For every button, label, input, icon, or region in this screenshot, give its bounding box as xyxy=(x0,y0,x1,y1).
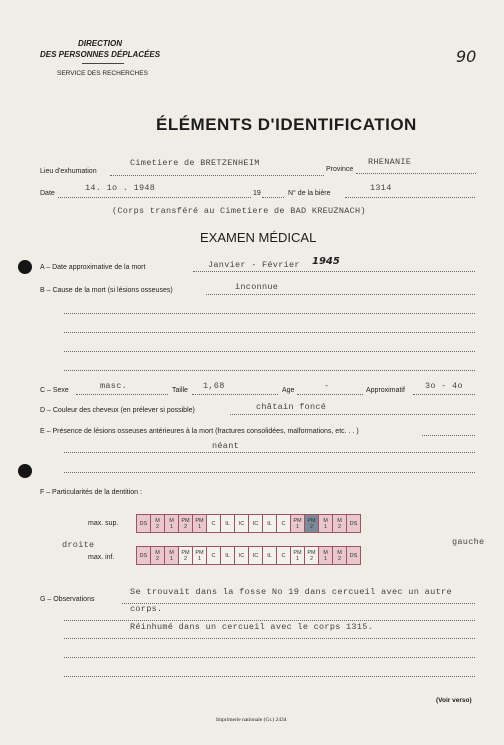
province-dots xyxy=(356,173,476,174)
upper-tooth-cell xyxy=(305,515,319,533)
lower-tooth-cell xyxy=(221,547,235,565)
section-g-dots-4 xyxy=(64,657,475,658)
tooth-code: IL xyxy=(267,552,272,559)
section-g-dots-1 xyxy=(122,603,475,604)
tooth-number: 2 xyxy=(337,523,342,530)
tooth-code: IL xyxy=(225,552,230,559)
section-b-value: inconnue xyxy=(235,282,279,292)
year-dots xyxy=(262,197,284,198)
section-a-label: A – Date approximative de la mort xyxy=(40,264,146,271)
section-b-line-2 xyxy=(64,313,475,314)
tooth-code: M xyxy=(155,549,160,556)
tooth-code: IL xyxy=(225,520,230,527)
tooth-code: M xyxy=(337,517,342,524)
tooth-code: PM xyxy=(195,517,204,524)
tooth-number: 2 xyxy=(183,523,188,530)
upper-tooth-cell xyxy=(263,515,277,533)
date-label: Date xyxy=(40,190,55,197)
tooth-code: M xyxy=(337,549,342,556)
lower-tooth-cell xyxy=(263,547,277,565)
section-e-dots xyxy=(422,435,475,436)
section-e-label: E – Présence de lésions osseuses antérieures à la mort (fractures consolidées, malformations, etc. . . ) xyxy=(40,428,359,435)
tooth-number: 1 xyxy=(169,523,174,530)
section-b-label: B – Cause de la mort (si lésions osseuses) xyxy=(40,287,173,294)
upper-tooth-cell xyxy=(179,515,193,533)
tooth-number: 2 xyxy=(183,555,188,562)
section-d-dots xyxy=(230,414,475,415)
section-a-value: Janvier - Février xyxy=(208,260,300,270)
section-d-label: D – Couleur des cheveux (en prélever si possible) xyxy=(40,407,195,414)
tooth-code: M xyxy=(169,517,174,524)
max-inf-label: max. inf. xyxy=(88,554,115,561)
lower-tooth-cell xyxy=(151,547,165,565)
lower-tooth-cell xyxy=(319,547,333,565)
section-e-value: néant xyxy=(212,441,240,451)
biere-value: 1314 xyxy=(370,183,392,193)
tooth-code: PM xyxy=(307,517,316,524)
tooth-code: DS xyxy=(139,552,148,559)
lower-tooth-cell xyxy=(235,547,249,565)
tooth-code: M xyxy=(169,549,174,556)
tooth-code: IC xyxy=(238,520,245,527)
transfer-note: (Corps transféré au Cimetiere de BAD KREUZNACH) xyxy=(112,206,366,216)
lower-tooth-cell xyxy=(305,547,319,565)
tooth-number: 1 xyxy=(197,555,202,562)
upper-tooth-cell xyxy=(277,515,291,533)
tooth-code: C xyxy=(281,520,286,527)
tooth-number: 2 xyxy=(155,555,160,562)
tooth-code: PM xyxy=(307,549,316,556)
tooth-number: 2 xyxy=(309,555,314,562)
page-number: 90 xyxy=(456,47,477,66)
tooth-code: DS xyxy=(349,552,358,559)
tooth-code: M xyxy=(155,517,160,524)
tooth-number: 2 xyxy=(337,555,342,562)
tooth-code: M xyxy=(323,517,328,524)
section-g-dots-5 xyxy=(64,676,475,677)
section-c-approx-value: 3o - 4o xyxy=(425,381,463,391)
punch-hole-top xyxy=(18,260,32,274)
tooth-code: IC xyxy=(238,552,245,559)
tooth-number: 1 xyxy=(295,555,300,562)
org-line-2: DES PERSONNES DÉPLACÉES xyxy=(40,50,161,59)
date-dots xyxy=(58,197,251,198)
lieu-label: Lieu d'exhumation xyxy=(40,168,97,175)
section-b-line-4 xyxy=(64,351,475,352)
tooth-number: 1 xyxy=(323,523,328,530)
org-line-1: DIRECTION xyxy=(78,39,122,48)
section-b-line-5 xyxy=(64,370,475,371)
section-g-line-1: Se trouvait dans la fosse No 19 dans cercueil avec un autre xyxy=(130,587,452,597)
form-title: ÉLÉMENTS D'IDENTIFICATION xyxy=(156,115,417,134)
upper-tooth-cell xyxy=(137,515,151,533)
tooth-code: PM xyxy=(293,517,302,524)
upper-tooth-cell xyxy=(221,515,235,533)
lower-tooth-cell xyxy=(249,547,263,565)
upper-tooth-cell xyxy=(193,515,207,533)
lower-tooth-cell xyxy=(291,547,305,565)
year-suffix: 19 xyxy=(253,190,261,197)
section-g-line-2: corps. xyxy=(130,604,163,614)
upper-tooth-cell xyxy=(207,515,221,533)
tooth-number: 1 xyxy=(197,523,202,530)
section-g-dots-3 xyxy=(64,638,475,639)
section-e-line-3 xyxy=(64,472,475,473)
imprimerie-line: Imprimerie nationale (Gr.) 2434 xyxy=(216,717,287,723)
section-c-taille-label: Taille xyxy=(172,387,188,394)
lower-tooth-cell xyxy=(179,547,193,565)
punch-hole-bottom xyxy=(18,464,32,478)
section-c-sexe-label: C – Sexe xyxy=(40,387,69,394)
tooth-number: 2 xyxy=(155,523,160,530)
lieu-dots xyxy=(110,175,324,176)
lower-tooth-cell xyxy=(347,547,361,565)
lower-tooth-cell xyxy=(207,547,221,565)
lower-tooth-cell xyxy=(193,547,207,565)
header-divider xyxy=(82,63,124,64)
section-c-sexe-dots xyxy=(76,394,168,395)
section-e-line-2 xyxy=(64,452,475,453)
section-g-label: G – Observations xyxy=(40,596,95,603)
upper-tooth-cell xyxy=(165,515,179,533)
biere-dots xyxy=(345,197,475,198)
section-f-label: F – Particularités de la dentition : xyxy=(40,489,142,496)
lower-tooth-cell xyxy=(137,547,151,565)
upper-tooth-cell xyxy=(347,515,361,533)
province-label: Province xyxy=(326,166,354,173)
section-g-line-3: Réinhumé dans un cercueil avec le corps 1315. xyxy=(130,622,374,632)
upper-tooth-cell xyxy=(319,515,333,533)
tooth-code: DS xyxy=(139,520,148,527)
tooth-code: C xyxy=(281,552,286,559)
tooth-code: PM xyxy=(181,517,190,524)
upper-tooth-cell xyxy=(235,515,249,533)
lieu-value: Cimetiere de BRETZENHEIM xyxy=(130,158,260,168)
tooth-code: PM xyxy=(181,549,190,556)
tooth-number: 1 xyxy=(323,555,328,562)
section-c-age-dots xyxy=(297,394,363,395)
date-value: 14. 1o . 1948 xyxy=(85,183,156,193)
voir-verso: (Voir verso) xyxy=(436,697,472,704)
province-value: RHENANIE xyxy=(368,157,412,167)
tooth-number: 1 xyxy=(169,555,174,562)
lower-tooth-cell xyxy=(333,547,347,565)
service-line: SERVICE DES RECHERCHES xyxy=(57,70,148,77)
section-c-approx-dots xyxy=(413,394,475,395)
section-c-sexe-value: masc. xyxy=(100,381,128,391)
section-c-taille-value: 1,68 xyxy=(203,381,225,391)
lower-teeth-grid xyxy=(136,546,361,565)
lower-tooth-cell xyxy=(277,547,291,565)
tooth-code: IC xyxy=(252,520,259,527)
lower-tooth-cell xyxy=(165,547,179,565)
medical-title: EXAMEN MÉDICAL xyxy=(200,230,317,245)
section-c-age-value: - xyxy=(324,381,330,391)
biere-label: N° de la bière xyxy=(288,190,331,197)
tooth-number: 2 xyxy=(309,523,314,530)
upper-teeth-grid xyxy=(136,514,361,533)
tooth-code: IC xyxy=(252,552,259,559)
section-g-dots-2 xyxy=(64,620,475,621)
droite-label: droite xyxy=(62,540,95,550)
tooth-code: M xyxy=(323,549,328,556)
tooth-number: 1 xyxy=(295,523,300,530)
upper-tooth-cell xyxy=(333,515,347,533)
section-a-year: 1945 xyxy=(312,256,340,267)
tooth-code: DS xyxy=(349,520,358,527)
tooth-code: C xyxy=(211,552,216,559)
section-b-line-3 xyxy=(64,332,475,333)
section-c-taille-dots xyxy=(192,394,278,395)
tooth-code: IL xyxy=(267,520,272,527)
gauche-label: gauche xyxy=(452,537,485,547)
section-c-age-label: Age xyxy=(282,387,295,394)
tooth-code: C xyxy=(211,520,216,527)
section-a-dots xyxy=(193,271,475,272)
upper-tooth-cell xyxy=(151,515,165,533)
section-c-approx-label: Approximatif xyxy=(366,387,405,394)
max-sup-label: max. sup. xyxy=(88,520,119,527)
upper-tooth-cell xyxy=(249,515,263,533)
section-d-value: châtain foncé xyxy=(256,402,327,412)
tooth-code: PM xyxy=(293,549,302,556)
tooth-code: PM xyxy=(195,549,204,556)
section-b-dots xyxy=(206,294,475,295)
upper-tooth-cell xyxy=(291,515,305,533)
